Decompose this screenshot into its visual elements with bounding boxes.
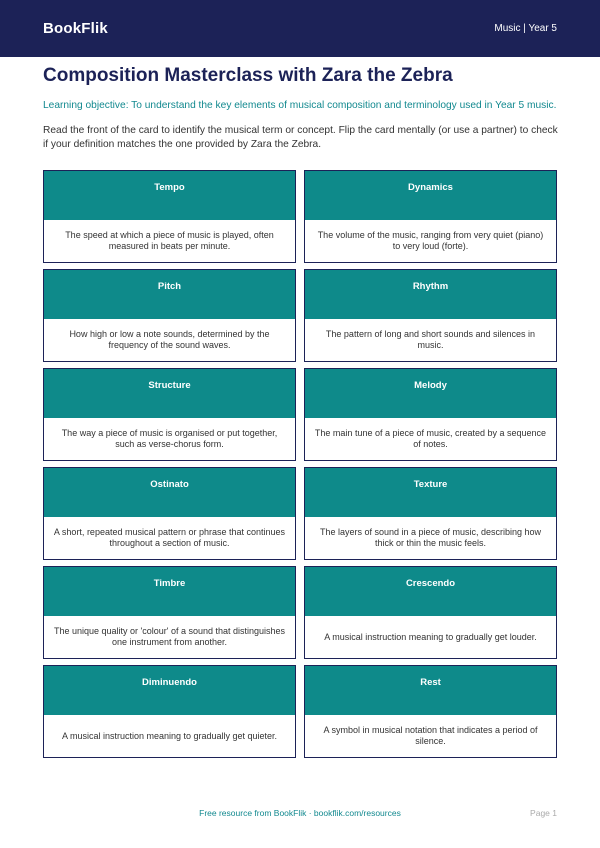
flashcard-ostinato[interactable] <box>43 467 296 560</box>
page-number: Page 1 <box>530 808 557 818</box>
card-term: Diminuendo <box>44 666 295 715</box>
flashcard-diminuendo[interactable] <box>43 665 296 758</box>
subject-year-label: Music | Year 5 <box>494 23 557 34</box>
card-term: Rest <box>305 666 556 715</box>
card-definition: The way a piece of music is organised or put together, such as verse-chorus form. <box>44 418 295 460</box>
card-definition: The pattern of long and short sounds and silences in music. <box>305 319 556 361</box>
flashcard-grid <box>43 170 557 758</box>
flashcard-tempo[interactable] <box>43 170 296 263</box>
brand-logo[interactable]: BookFlik <box>43 20 108 37</box>
card-definition: The volume of the music, ranging from very quiet (piano) to very loud (forte). <box>305 220 556 262</box>
card-definition: The unique quality or 'colour' of a sound that distinguishes one instrument from another. <box>44 616 295 658</box>
card-term: Structure <box>44 369 295 418</box>
card-term: Texture <box>305 468 556 517</box>
footer-credit[interactable]: Free resource from BookFlik · bookflik.com/resources <box>199 808 401 818</box>
card-term: Tempo <box>44 171 295 220</box>
card-term: Ostinato <box>44 468 295 517</box>
card-definition: A musical instruction meaning to gradually get quieter. <box>44 715 295 757</box>
flashcard-dynamics[interactable] <box>304 170 557 263</box>
card-term: Melody <box>305 369 556 418</box>
card-term: Crescendo <box>305 567 556 616</box>
card-term: Dynamics <box>305 171 556 220</box>
card-term: Rhythm <box>305 270 556 319</box>
flashcard-melody[interactable] <box>304 368 557 461</box>
flashcard-crescendo[interactable] <box>304 566 557 659</box>
flashcard-texture[interactable] <box>304 467 557 560</box>
flashcard-rest[interactable] <box>304 665 557 758</box>
card-definition: The speed at which a piece of music is played, often measured in beats per minute. <box>44 220 295 262</box>
card-definition: A musical instruction meaning to gradually get louder. <box>305 616 556 658</box>
card-definition: How high or low a note sounds, determined by the frequency of the sound waves. <box>44 319 295 361</box>
card-definition: A short, repeated musical pattern or phrase that continues throughout a section of music. <box>44 517 295 559</box>
card-term: Pitch <box>44 270 295 319</box>
learning-objective: Learning objective: To understand the key elements of musical composition and terminology used in Year 5 music. <box>43 100 557 111</box>
page-header <box>0 0 600 57</box>
flashcard-rhythm[interactable] <box>304 269 557 362</box>
card-definition: The main tune of a piece of music, created by a sequence of notes. <box>305 418 556 460</box>
flashcard-pitch[interactable] <box>43 269 296 362</box>
instructions-text: Read the front of the card to identify the musical term or concept. Flip the card mentally (or use a partner) to check if your definition matches the one provided by Zara the Zebra. <box>43 125 558 150</box>
flashcard-structure[interactable] <box>43 368 296 461</box>
page-title: Composition Masterclass with Zara the Zebra <box>43 65 453 86</box>
card-definition: A symbol in musical notation that indicates a period of silence. <box>305 715 556 757</box>
flashcard-timbre[interactable] <box>43 566 296 659</box>
card-term: Timbre <box>44 567 295 616</box>
card-definition: The layers of sound in a piece of music, describing how thick or thin the music feels. <box>305 517 556 559</box>
